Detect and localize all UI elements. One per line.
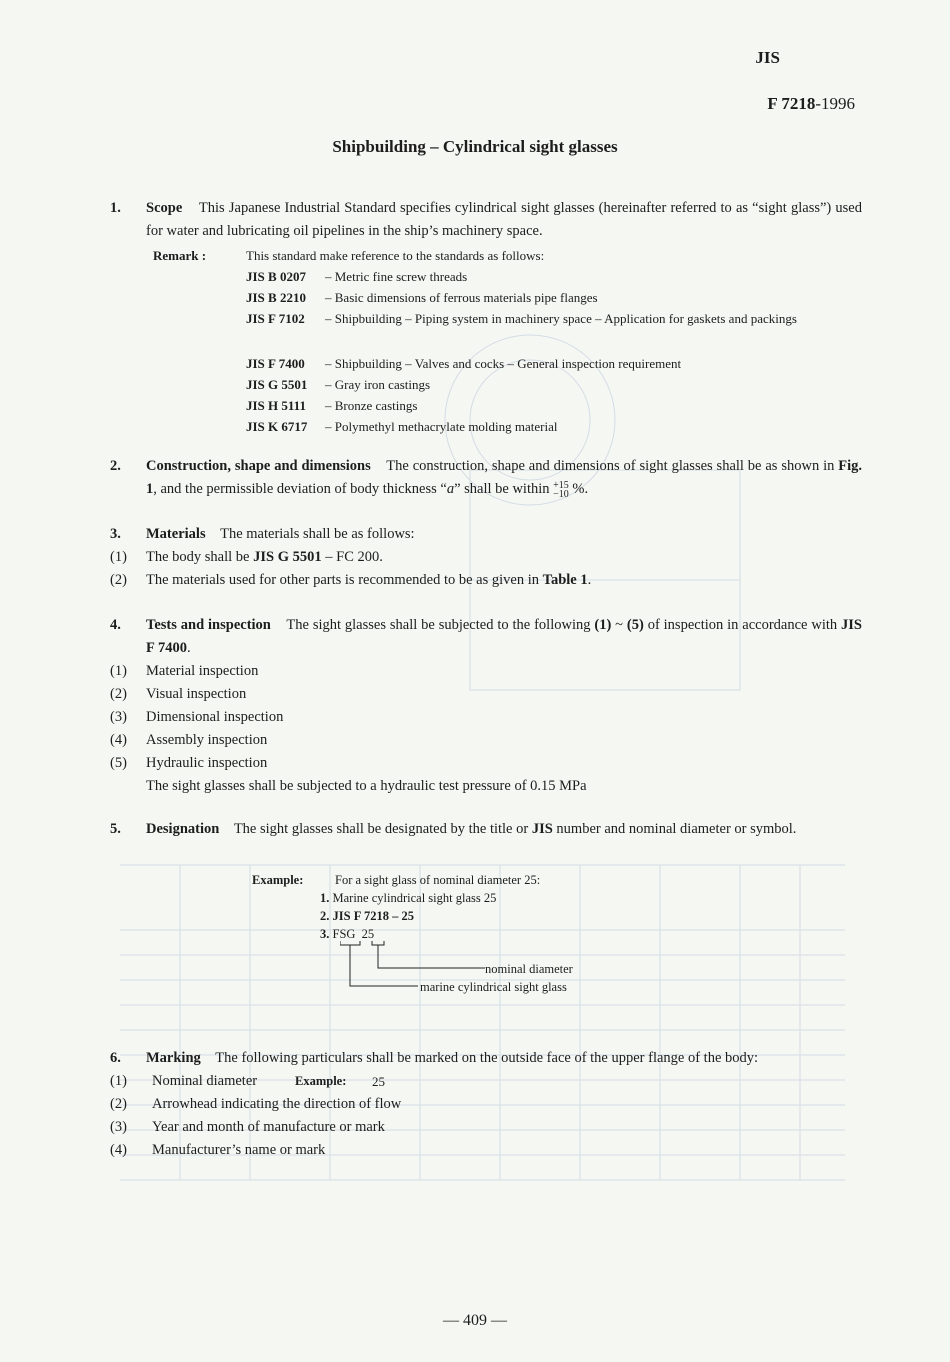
item-number: (3) xyxy=(110,709,127,725)
figure-reference: Fig. 1 xyxy=(146,458,863,497)
construction-text: %. xyxy=(568,481,589,497)
page-number: — 409 — xyxy=(443,1312,507,1329)
section-number: 3. xyxy=(110,526,121,542)
section-heading: Construction, shape and dimensions xyxy=(146,458,371,474)
reference-description: – Shipbuilding – Piping system in machinery space – Application for gaskets and packings xyxy=(325,311,797,326)
header-org: JIS xyxy=(755,48,780,67)
designation-jis: JIS xyxy=(531,821,553,837)
reference-list xyxy=(0,266,950,446)
section-heading: Marking xyxy=(146,1050,201,1066)
construction-text: , and the permissible deviation of body thickness “ xyxy=(153,481,447,497)
marking-text: The following particulars shall be marked on the outside face of the upper flange of the body: xyxy=(215,1050,759,1066)
section-number: 5. xyxy=(110,821,121,837)
section-number: 4. xyxy=(110,617,121,633)
scope-paragraph xyxy=(146,197,862,243)
reference-code: JIS H 5111 xyxy=(246,398,306,413)
item-number: (4) xyxy=(110,1142,127,1158)
designation-paragraph xyxy=(146,818,862,841)
callout-marine-sight-glass: marine cylindrical sight glass xyxy=(420,980,567,994)
tolerance-minus: −10 xyxy=(553,488,569,500)
section-materials xyxy=(0,523,950,598)
item-text: Dimensional inspection xyxy=(146,709,284,725)
header-standard-number xyxy=(767,94,855,114)
reference-description: – Metric fine screw threads xyxy=(325,269,468,284)
table-reference: Table 1 xyxy=(542,572,588,588)
section-number: 2. xyxy=(110,458,121,474)
section-number: 6. xyxy=(110,1050,121,1066)
reference-code: JIS F 7102 xyxy=(246,311,305,326)
reference-code: JIS G 5501 xyxy=(246,377,308,392)
item-number: (3) xyxy=(110,1119,127,1135)
hydraulic-note: The sight glasses shall be subjected to a hydraulic test pressure of 0.15 MPa xyxy=(146,778,587,794)
example-line-text: JIS F 7218 – 25 xyxy=(332,909,414,923)
reference-description: – Polymethyl methacrylate molding material xyxy=(325,419,558,434)
section-tests xyxy=(0,614,950,799)
example-line-text: FSG 25 xyxy=(332,927,375,941)
item-text: Hydraulic inspection xyxy=(146,755,268,771)
designation-text: The sight glasses shall be designated by the title or xyxy=(233,821,532,837)
item-number: (1) xyxy=(110,1073,127,1089)
tests-text: . xyxy=(186,640,191,656)
marking-paragraph xyxy=(146,1047,862,1070)
tests-paragraph xyxy=(146,614,862,660)
standard-reference: JIS F 7400 xyxy=(146,617,862,656)
item-text: Manufacturer’s name or mark xyxy=(152,1142,326,1158)
construction-paragraph xyxy=(146,455,862,501)
designation-text: number and nominal diameter or symbol. xyxy=(552,821,797,837)
item-text: The materials used for other parts is recommended to be as given in xyxy=(146,572,543,588)
marking-example-label: Example: xyxy=(295,1074,347,1088)
item-text: Nominal diameter xyxy=(152,1073,258,1089)
variable-a: a xyxy=(446,481,455,497)
section-marking xyxy=(0,1047,950,1167)
item-number: (2) xyxy=(110,572,127,588)
section-number: 1. xyxy=(110,200,121,216)
item-text: – FC 200. xyxy=(321,549,383,565)
tests-range-start: (1) xyxy=(594,617,612,633)
section-heading: Materials xyxy=(146,526,206,542)
construction-text: ” shall be within xyxy=(454,481,550,497)
reference-description: – Gray iron castings xyxy=(325,377,431,392)
item-number: (1) xyxy=(110,663,127,679)
example-line-number: 2. xyxy=(320,909,330,923)
item-text: Visual inspection xyxy=(146,686,247,702)
item-number: (2) xyxy=(110,686,127,702)
example-label: Example: xyxy=(252,873,304,887)
reference-code: JIS F 7400 xyxy=(246,356,305,371)
item-number: (5) xyxy=(110,755,127,771)
construction-text: The construction, shape and dimensions of sight glasses shall be as shown in xyxy=(386,458,835,474)
item-number: (4) xyxy=(110,732,127,748)
scope-text: This Japanese Industrial Standard specifies cylindrical sight glasses (hereinafter referred to as “sight glass”) used for water and lubricating oil pipelines in the ship’s machinery space. xyxy=(146,200,862,239)
example-intro: For a sight glass of nominal diameter 25: xyxy=(335,873,541,887)
tests-text: The sight glasses shall be subjected to the following xyxy=(286,617,595,633)
materials-intro xyxy=(146,523,862,546)
reference-description: – Shipbuilding – Valves and cocks – General inspection requirement xyxy=(325,356,682,371)
example-line xyxy=(320,907,414,925)
standard-reference: JIS G 5501 xyxy=(253,549,322,565)
example-line-number: 3. xyxy=(320,927,330,941)
materials-text: The materials shall be as follows: xyxy=(220,526,415,542)
item-number: (2) xyxy=(110,1096,127,1112)
tests-text: of inspection in accordance with xyxy=(643,617,842,633)
tests-range-sep: ~ xyxy=(611,617,627,633)
example-line-text: Marine cylindrical sight glass 25 xyxy=(332,891,497,905)
remark-text: This standard make reference to the standards as follows: xyxy=(246,248,545,263)
standard-number: F 7218 xyxy=(767,94,816,113)
section-heading: Scope xyxy=(146,200,183,216)
section-heading: Designation xyxy=(146,821,220,837)
tolerance xyxy=(553,481,569,499)
item-text: The body shall be xyxy=(146,549,254,565)
item-number: (1) xyxy=(110,549,127,565)
tolerance-plus: +15 xyxy=(553,479,569,491)
item-text: Material inspection xyxy=(146,663,259,679)
standard-year: -1996 xyxy=(815,94,855,113)
marking-example-value: 25 xyxy=(372,1074,385,1089)
reference-description: – Bronze castings xyxy=(325,398,418,413)
remark-label xyxy=(153,245,206,266)
callout-nominal-diameter: nominal diameter xyxy=(485,962,573,976)
reference-code: JIS K 6717 xyxy=(246,419,308,434)
designation-example xyxy=(252,871,303,889)
section-heading: Tests and inspection xyxy=(146,617,271,633)
item-text: Assembly inspection xyxy=(146,732,268,748)
reference-description: – Basic dimensions of ferrous materials pipe flanges xyxy=(325,290,598,305)
reference-code: JIS B 2210 xyxy=(246,290,306,305)
example-line-number: 1. xyxy=(320,891,330,905)
item-text: Arrowhead indicating the direction of flow xyxy=(152,1096,402,1112)
reference-code: JIS B 0207 xyxy=(246,269,306,284)
remark-label-text: Remark : xyxy=(153,248,207,263)
example-line xyxy=(320,889,496,907)
item-text: Year and month of manufacture or mark xyxy=(152,1119,385,1135)
page-title: Shipbuilding – Cylindrical sight glasses xyxy=(332,137,618,156)
tests-range-end: (5) xyxy=(626,617,644,633)
item-text: . xyxy=(587,572,592,588)
